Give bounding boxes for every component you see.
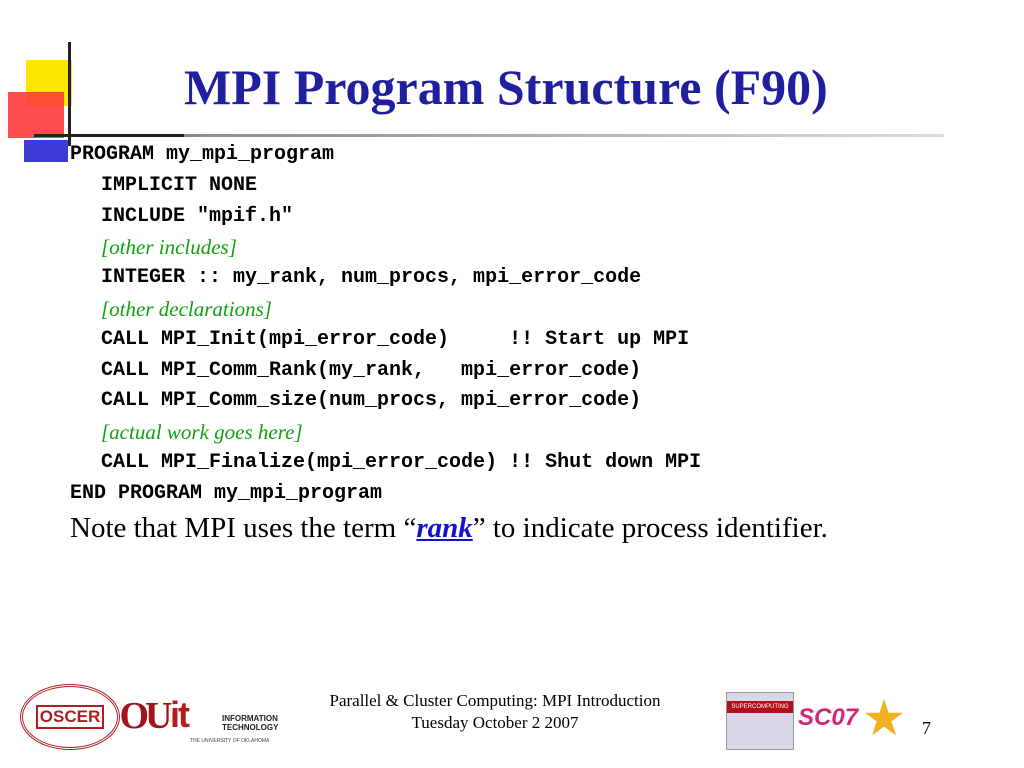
it-logo bbox=[170, 694, 290, 744]
decorative-horizontal-line bbox=[34, 134, 184, 137]
note-text-before: Note that MPI uses the term “ bbox=[70, 512, 417, 544]
footer-date: Tuesday October 2 2007 bbox=[411, 713, 579, 732]
footer-course-title: Parallel & Cluster Computing: MPI Introduction bbox=[329, 691, 661, 710]
code-line: PROGRAM my_mpi_program bbox=[70, 143, 335, 166]
code-block bbox=[70, 140, 950, 510]
sc07-logo-text: SC07 bbox=[798, 704, 859, 731]
code-placeholder-note: [actual work goes here] bbox=[101, 420, 303, 445]
it-label-line-2: TECHNOLOGY bbox=[222, 723, 279, 732]
note-text-after: ” to indicate process identifier. bbox=[472, 512, 828, 544]
oscer-logo bbox=[20, 684, 120, 750]
decorative-blue-square bbox=[24, 140, 68, 162]
note-sentence bbox=[70, 512, 828, 545]
code-line: IMPLICIT NONE bbox=[101, 173, 258, 197]
code-line: CALL MPI_Comm_size(num_procs, mpi_error_code) bbox=[101, 389, 642, 413]
code-placeholder-note: [other includes] bbox=[101, 235, 237, 260]
code-line: INCLUDE "mpif.h" bbox=[101, 204, 294, 228]
it-label-line-1: INFORMATION bbox=[222, 714, 278, 723]
code-line: INTEGER :: my_rank, num_procs, mpi_error_code bbox=[101, 266, 642, 290]
rank-term-link[interactable]: rank bbox=[416, 512, 473, 544]
oscer-logo-text: OSCER bbox=[36, 705, 104, 729]
supercomputing-symposium-logo bbox=[726, 692, 794, 750]
code-placeholder-note: [other declarations] bbox=[101, 296, 272, 321]
ou-logo: OU bbox=[119, 695, 169, 737]
code-line: END PROGRAM my_mpi_program bbox=[70, 481, 383, 505]
footer-text bbox=[290, 690, 700, 734]
page-number: 7 bbox=[922, 718, 931, 738]
decorative-red-square bbox=[8, 92, 64, 138]
title-underline-rule bbox=[184, 134, 944, 137]
supercomputing-symposium-band: SUPERCOMPUTING bbox=[727, 701, 793, 713]
decorative-vertical-line bbox=[68, 42, 71, 146]
it-logo-mark: it bbox=[170, 694, 188, 735]
code-line: CALL MPI_Finalize(mpi_error_code) !! Shut down MPI bbox=[101, 450, 702, 474]
sc07-logo bbox=[796, 690, 859, 746]
code-line: CALL MPI_Init(mpi_error_code) !! Start up MPI bbox=[101, 327, 690, 351]
it-logo-label bbox=[222, 714, 278, 732]
slide-title: MPI Program Structure (F90) bbox=[184, 59, 828, 115]
it-logo-university: THE UNIVERSITY OF OKLAHOMA bbox=[190, 738, 270, 744]
sc08-star-logo: ★ bbox=[861, 690, 907, 746]
code-line: CALL MPI_Comm_Rank(my_rank, mpi_error_code) bbox=[101, 358, 642, 382]
